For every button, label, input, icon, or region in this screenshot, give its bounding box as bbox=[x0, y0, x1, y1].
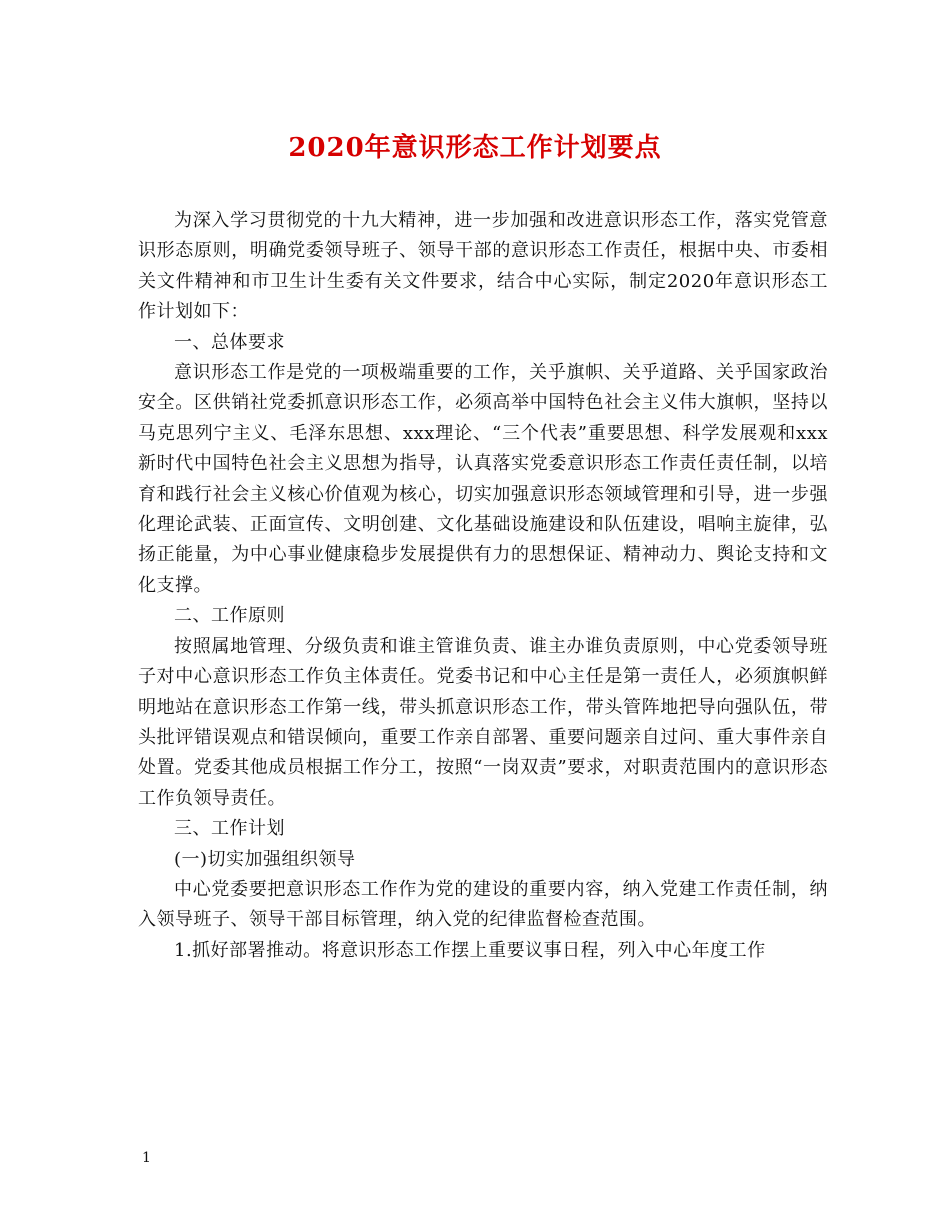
document-title: 2020年意识形态工作计划要点 bbox=[288, 133, 662, 163]
general-requirements-paragraph: 意识形态工作是党的一项极端重要的工作，关乎旗帜、关乎道路、关乎国家政治安全。区供销社党委抓意识形态工作，必须高举中国特色社会主义伟大旗帜，坚持以马克思列宁主义、毛泽东思想、xxx理论、“三个代表”重要思想、科学发展观和xxx新时代中国特色社会主义思想为指导，认真落实党委意识形态工作责任责任制，以培育和践行社会主义核心价值观为核心，切实加强意识形态领域管理和引导，进一步强化理论武装、正面宣传、文明创建、文化基础设施建设和队伍建设，唱响主旋律，弘扬正能量，为中心事业健康稳步发展提供有力的思想保证、精神动力、舆论支持和文化支撑。 bbox=[138, 362, 828, 596]
subsection-heading-organization-leadership: (一)切实加强组织领导 bbox=[174, 848, 356, 870]
document-body bbox=[138, 206, 828, 966]
organization-leadership-paragraph: 中心党委要把意识形态工作作为党的建设的重要内容，纳入党建工作责任制，纳入领导班子、领导干部目标管理，纳入党的纪律监督检查范围。 bbox=[138, 878, 828, 931]
section-heading-work-principles: 二、工作原则 bbox=[174, 605, 285, 627]
work-principles-paragraph: 按照属地管理、分级负责和谁主管谁负责、谁主办谁负责原则，中心党委领导班子对中心意识形态工作负主体责任。党委书记和中心主任是第一责任人，必须旗帜鲜明地站在意识形态工作第一线，带头抓意识形态工作，带头管阵地把导向强队伍，带头批评错误观点和错误倾向，重要工作亲自部署、重要问题亲自过问、重大事件亲自处置。党委其他成员根据工作分工，按照“一岗双责”要求，对职责范围内的意识形态工作负领导责任。 bbox=[138, 635, 828, 809]
deployment-item-paragraph: 1.抓好部署推动。将意识形态工作摆上重要议事日程，列入中心年度工作 bbox=[174, 939, 766, 961]
section-heading-general-requirements: 一、总体要求 bbox=[174, 331, 285, 353]
section-heading-work-plan: 三、工作计划 bbox=[174, 818, 285, 840]
intro-paragraph: 为深入学习贯彻党的十九大精神，进一步加强和改进意识形态工作，落实党管意识形态原则，明确党委领导班子、领导干部的意识形态工作责任，根据中央、市委相关文件精神和市卫生计生委有关文件要求，结合中心实际，制定2020年意识形态工作计划如下： bbox=[138, 210, 828, 323]
page-number: 1 bbox=[142, 1150, 151, 1166]
